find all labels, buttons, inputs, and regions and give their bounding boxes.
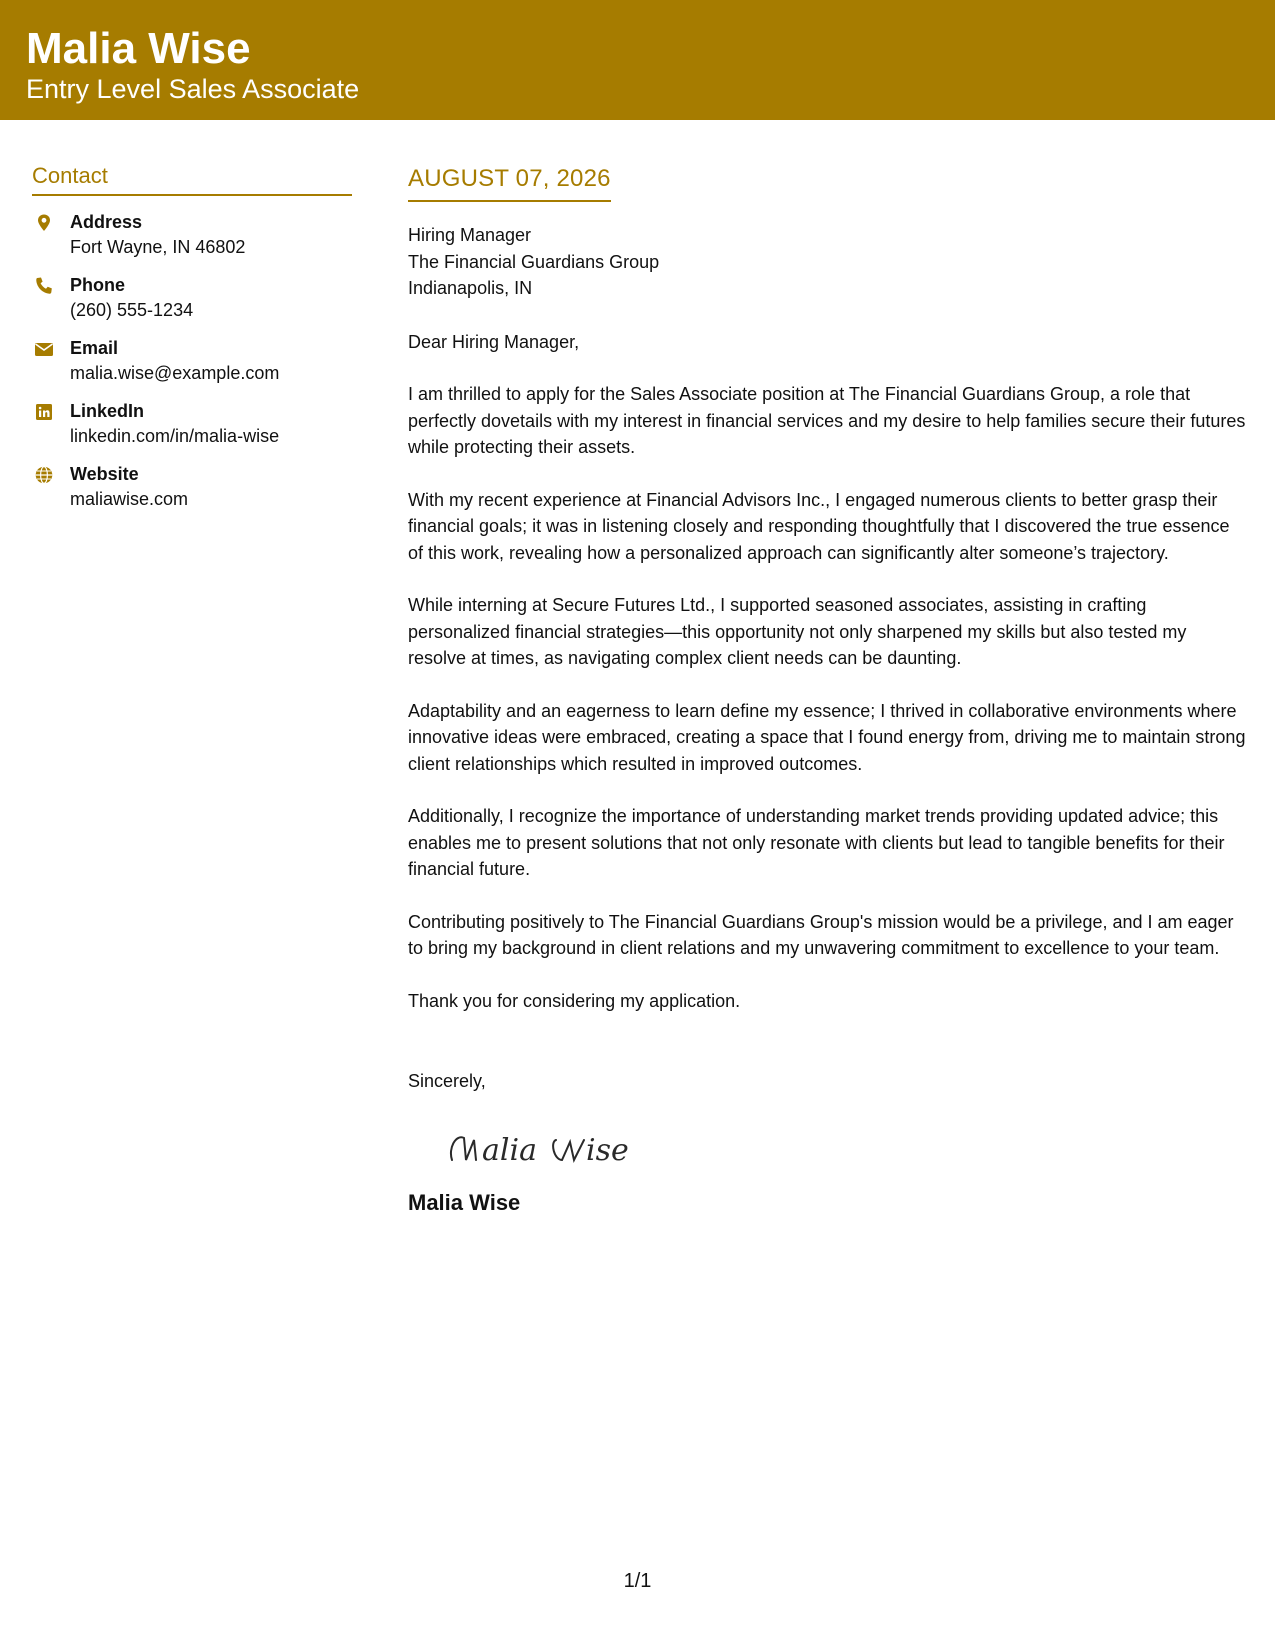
contact-value: malia.wise@example.com — [70, 363, 280, 383]
letter-paragraph: With my recent experience at Financial Advisors Inc., I engaged numerous clients to better grasp their financial goals; it was in listening closely and responding thoughtfully that I discovered the true essence of this work, revealing how a personalized approach can significantly alter someone’s trajectory. — [408, 489, 1230, 563]
letter-paragraph: Thank you for considering my application. — [408, 990, 741, 1011]
contact-label: Website — [70, 464, 139, 484]
svg-text:alia: alia — [482, 1133, 537, 1168]
recipient-block — [408, 222, 1248, 302]
contact-value: Fort Wayne, IN 46802 — [70, 237, 246, 257]
contact-item-linkedin — [32, 399, 352, 462]
contact-item-phone — [32, 273, 352, 336]
letter-body — [408, 162, 1248, 1218]
page-number: 1/1 — [623, 1570, 652, 1592]
svg-text:ise: ise — [586, 1133, 629, 1168]
applicant-role: Entry Level Sales Associate — [26, 74, 360, 104]
recipient-line: The Financial Guardians Group — [408, 251, 660, 272]
linkedin-icon — [34, 402, 54, 422]
applicant-name: Malia Wise — [26, 24, 251, 73]
contact-item-website — [32, 462, 352, 525]
contact-item-address — [32, 210, 352, 273]
contact-label: LinkedIn — [70, 401, 145, 421]
letter-paragraph: I am thrilled to apply for the Sales Associate position at The Financial Guardians Group, a role that perfectly dovetails with my interest in financial services and my desire to help families secure their futures while protecting their assets. — [408, 384, 1246, 457]
salutation: Dear Hiring Manager, — [408, 331, 580, 352]
contact-label: Phone — [70, 275, 126, 295]
recipient-line: Hiring Manager — [408, 225, 532, 245]
envelope-icon — [34, 339, 54, 359]
letter-date: AUGUST 07, 2026 — [408, 162, 611, 202]
letter-paragraph: Adaptability and an eagerness to learn define my essence; I thrived in collaborative environments where innovative ideas were embraced, creating a space that I found energy from, driving me to maintain strong client relationships which resulted in improved outcomes. — [408, 700, 1246, 774]
closing: Sincerely, — [408, 1071, 486, 1091]
letter-paragraph: While interning at Secure Futures Ltd., I supported seasoned associates, assisting in crafting personalized financial strategies—this opportunity not only sharpened my skills but also tested my resolve at times, as navigating complex client needs can be daunting. — [408, 595, 1187, 668]
map-pin-icon — [34, 213, 54, 233]
contact-value: linkedin.com/in/malia-wise — [70, 426, 280, 446]
letter-paragraph: Additionally, I recognize the importance of understanding market trends providing updated advice; this enables me to present solutions that not only resonate with clients but lead to tangible benefits for their financial future. — [408, 806, 1225, 879]
globe-icon — [34, 465, 54, 485]
contact-label: Address — [70, 212, 143, 232]
handwritten-signature — [438, 1120, 658, 1176]
contact-sidebar — [32, 160, 352, 525]
contact-label: Email — [70, 338, 119, 358]
contact-list — [32, 210, 352, 525]
recipient-line: Indianapolis, IN — [408, 278, 533, 298]
contact-value: (260) 555-1234 — [70, 300, 194, 320]
contact-section-title: Contact — [32, 160, 352, 196]
contact-item-email — [32, 336, 352, 399]
contact-value: maliawise.com — [70, 489, 189, 509]
header-banner — [0, 0, 1275, 120]
letter-paragraph: Contributing positively to The Financial Guardians Group's mission would be a privilege, and I am eager to bring my background in client relations and my unwavering commitment to excellence to your team. — [408, 911, 1234, 958]
signer-name: Malia Wise — [408, 1190, 521, 1215]
phone-icon — [34, 276, 54, 296]
